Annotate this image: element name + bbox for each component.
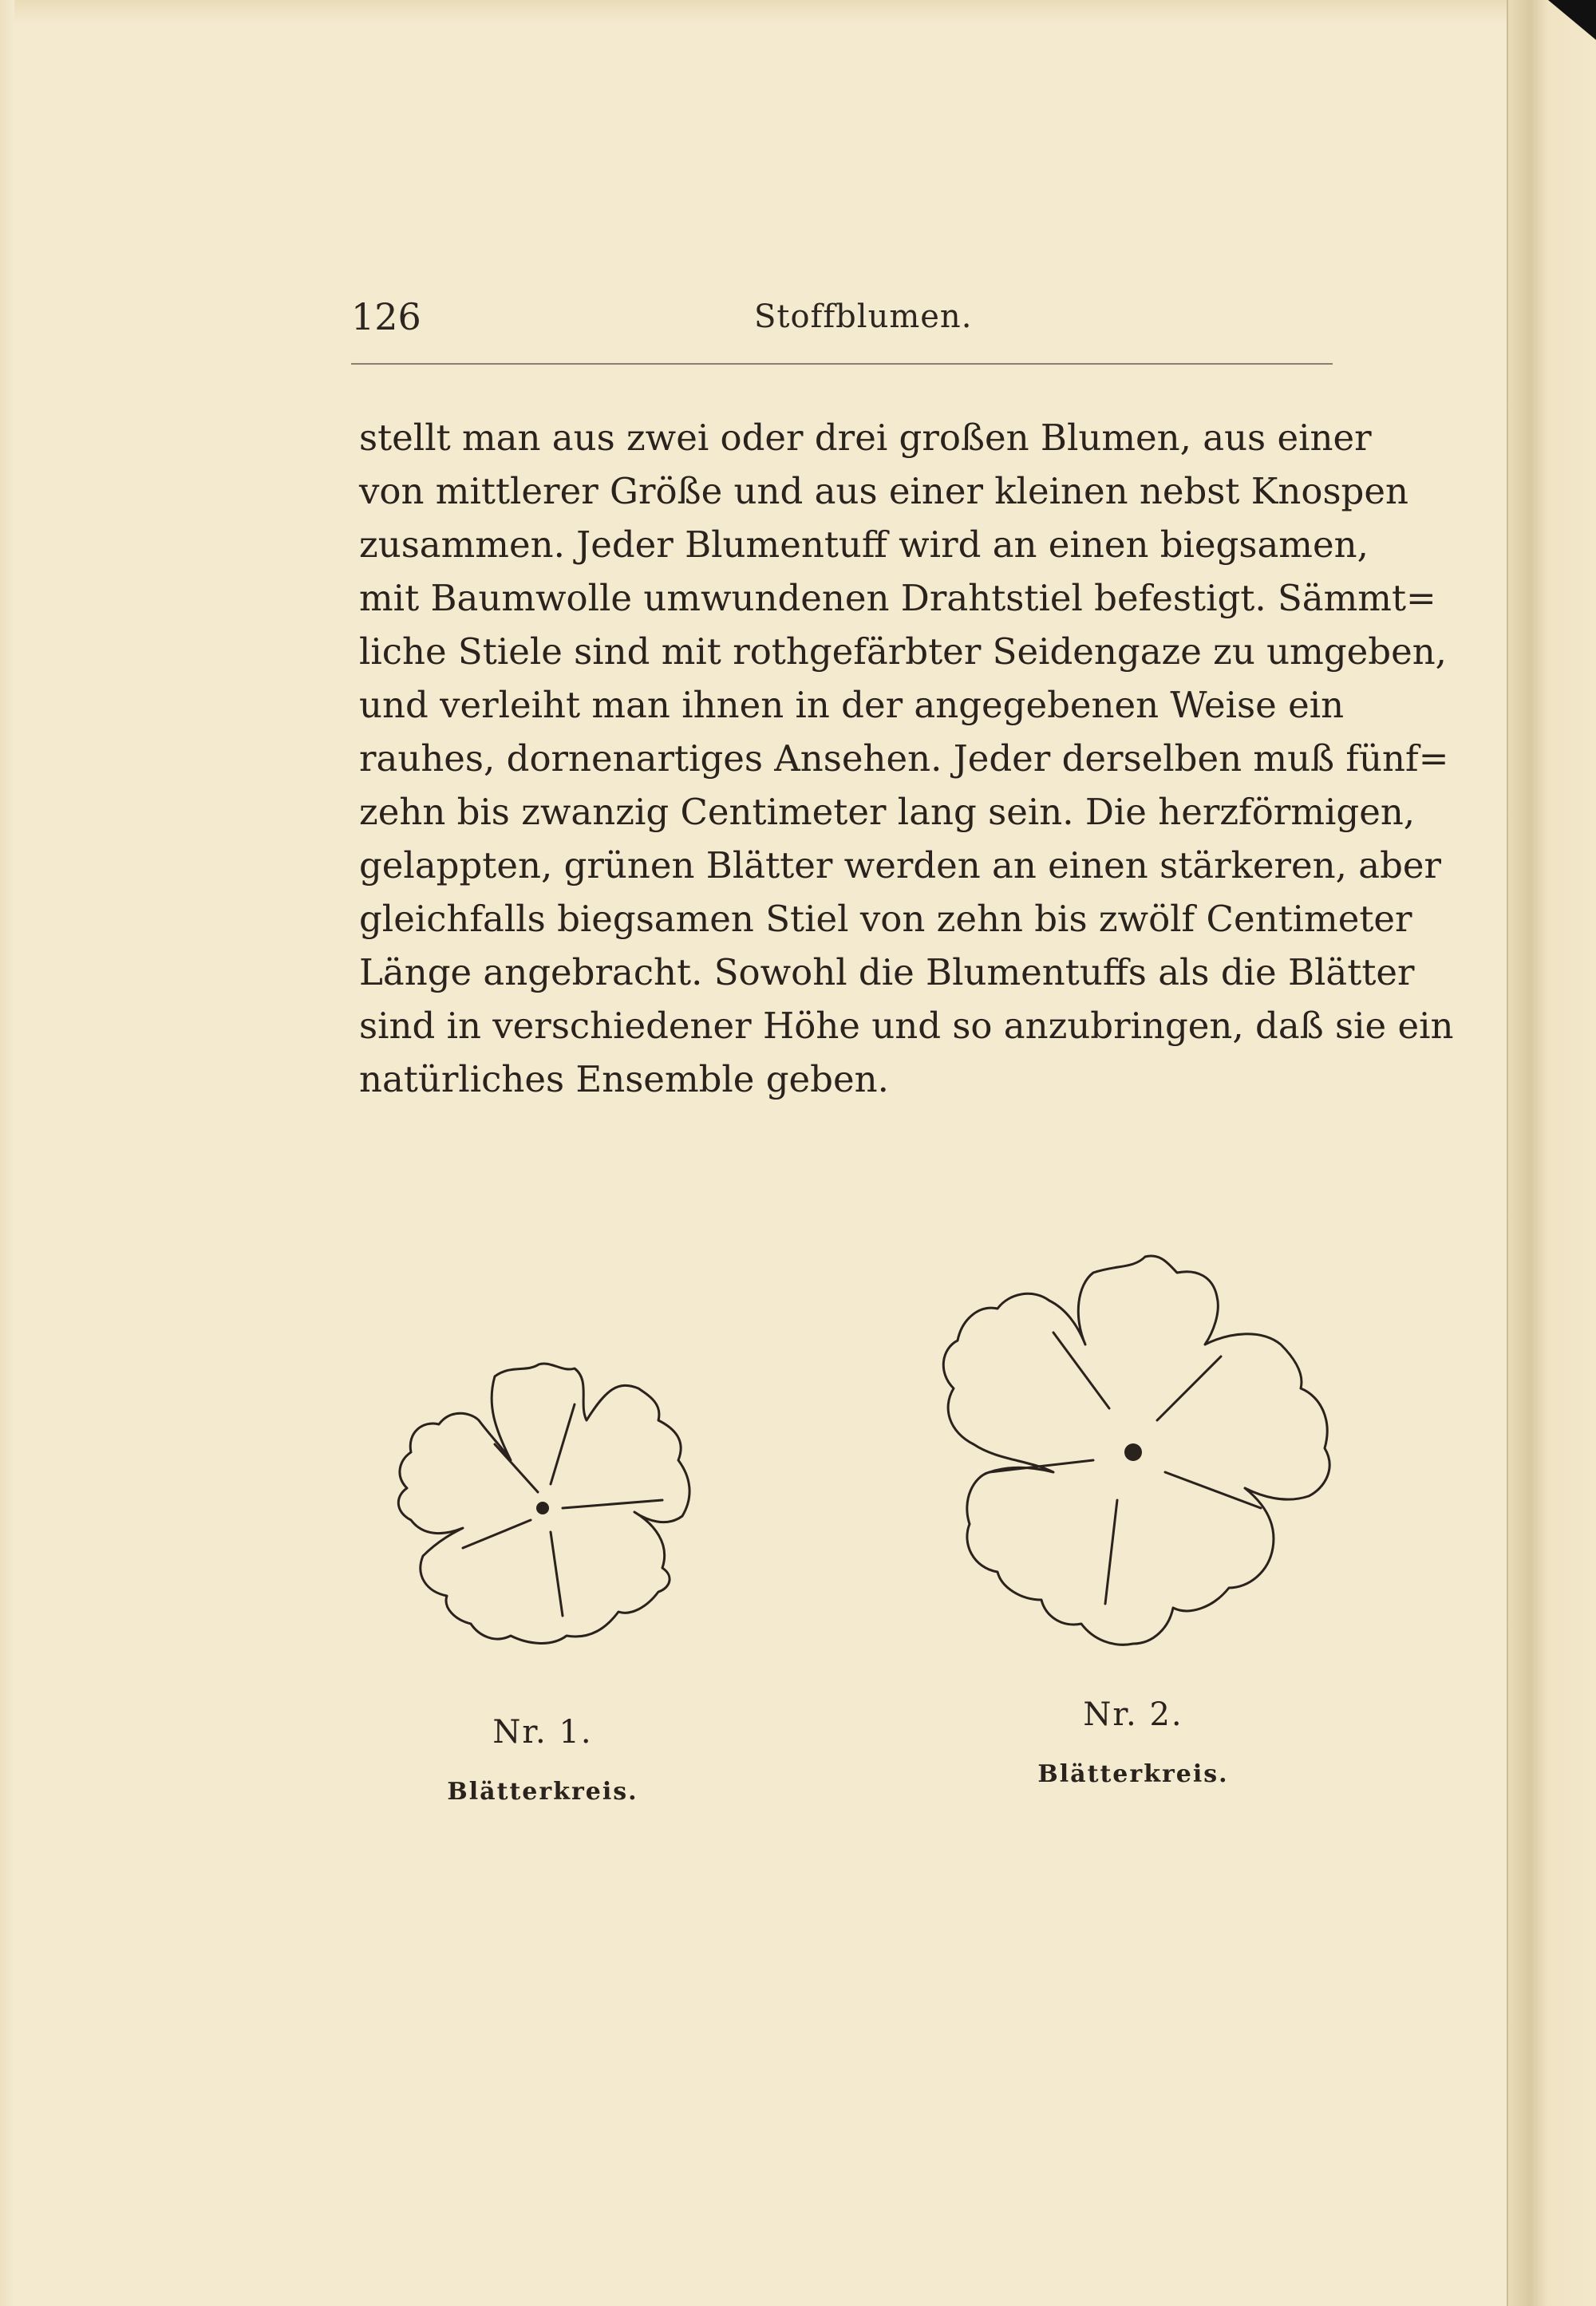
figure-title: Blätterkreis. xyxy=(1037,1760,1229,1788)
figure-title: Blätterkreis. xyxy=(447,1778,638,1806)
text-line: zusammen. Jeder Blumentuff wird an einen biegsamen, xyxy=(359,523,1369,566)
text-line: von mittlerer Größe und aus einer kleinen nebst Knospen xyxy=(359,470,1408,512)
page-left-edge xyxy=(0,0,14,2306)
page-number: 126 xyxy=(351,295,421,338)
leaf-circle-drawing-1 xyxy=(375,1348,710,1668)
figure-2 xyxy=(918,1245,1349,1788)
text-line: Länge angebracht. Sowohl die Blumentuffs als die Blätter xyxy=(359,951,1415,993)
leaf-vein xyxy=(463,1520,531,1548)
leaf-vein xyxy=(551,1404,575,1484)
text-line: stellt man aus zwei oder drei großen Blumen, aus einer xyxy=(359,417,1372,459)
leaf-circle-drawing-2 xyxy=(918,1245,1349,1660)
text-line: gleichfalls biegsamen Stiel von zehn bis zwölf Centimeter xyxy=(359,898,1412,940)
body-paragraph xyxy=(359,411,1454,1106)
figure-number: Nr. 2. xyxy=(1083,1696,1183,1733)
text-line: zehn bis zwanzig Centimeter lang sein. Die herzförmigen, xyxy=(359,791,1416,833)
leaf-vein xyxy=(1053,1333,1109,1408)
text-line: rauhes, dornenartiges Ansehen. Jeder derselben muß fünf= xyxy=(359,737,1449,780)
text-line: gelappten, grünen Blätter werden an einen stärkeren, aber xyxy=(359,844,1442,886)
leaf-vein xyxy=(1105,1500,1117,1604)
text-line: sind in verschiedener Höhe und so anzubringen, daß sie ein xyxy=(359,1005,1454,1047)
leaf-vein xyxy=(551,1532,563,1616)
header-rule xyxy=(351,363,1333,365)
leaf-center-dot xyxy=(1124,1443,1142,1461)
figure-1 xyxy=(375,1348,710,1806)
text-line: und verleiht man ihnen in der angegebenen Weise ein xyxy=(359,684,1345,726)
page-top-edge xyxy=(0,0,1564,24)
leaf-center-dot xyxy=(536,1502,549,1514)
figure-number: Nr. 1. xyxy=(492,1714,593,1751)
book-gutter xyxy=(1507,0,1596,2306)
text-line: mit Baumwolle umwundenen Drahtstiel befestigt. Sämmt= xyxy=(359,577,1436,619)
text-line: natürliches Ensemble geben. xyxy=(359,1058,889,1100)
page-header xyxy=(351,295,1333,351)
leaf-vein xyxy=(1157,1356,1221,1420)
leaf-vein xyxy=(495,1444,538,1492)
leaf-vein xyxy=(563,1500,662,1508)
text-line: liche Stiele sind mit rothgefärbter Seidengaze zu umgeben, xyxy=(359,630,1447,673)
running-title: Stoffblumen. xyxy=(754,298,973,335)
